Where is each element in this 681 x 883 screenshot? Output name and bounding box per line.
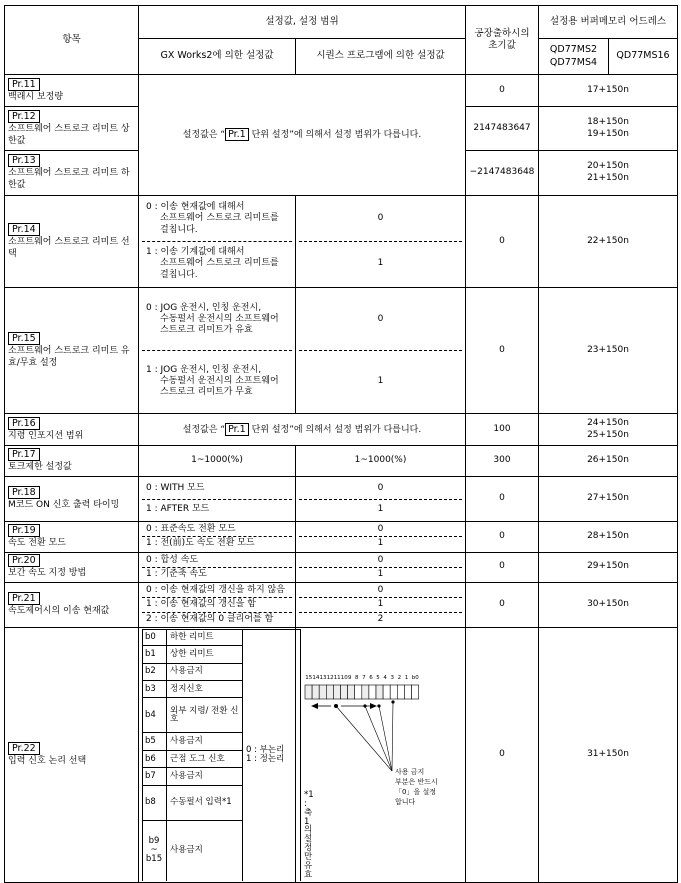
item-cell: Pr.17 토크제한 설정값: [5, 446, 139, 477]
bit-cell: [341, 685, 348, 699]
bit-cells: [305, 685, 419, 699]
table-row: [5, 627, 678, 882]
footnote-2: 설정만: [304, 834, 313, 863]
item-cell: Pr.21 속도제어시의 이송 현재값: [5, 583, 139, 628]
pr-badge: Pr.20: [8, 554, 40, 567]
bit-cell: [383, 685, 390, 699]
diagram-note-4: 합니다: [395, 797, 416, 806]
bit-cell: [404, 685, 411, 699]
bit-cell: [362, 685, 369, 699]
bit-label: 13: [319, 674, 327, 681]
diagram-note-2: 부분은 반드시: [395, 777, 438, 786]
pr-badge: Pr.1: [225, 423, 249, 436]
default-cell: 0: [466, 522, 539, 553]
seq-values: 0 1: [296, 522, 466, 553]
bit-row: b4 외부 지령/ 전환 신호: [143, 698, 301, 733]
bit-label: 1: [404, 674, 409, 681]
gx-options: 0 : 이송 현재값의 갱신을 하지 않음 1 : 이송 현재값의 갱신을 함 2 : 이송 현재값의 0 클리어를 함: [139, 583, 296, 628]
seq-values: 0 1 2: [296, 583, 466, 628]
footnote-1: *1 : 축1의: [304, 789, 314, 836]
bit-label: 10: [340, 674, 348, 681]
parameter-table: [4, 5, 678, 883]
default-cell: 0: [466, 477, 539, 522]
logic-cell: 0 : 부논리 1 : 정논리: [243, 629, 301, 881]
diagram-note-3: 「0」을 설정: [395, 787, 436, 796]
bit-cell: [376, 685, 383, 699]
address-cell: 30+150n: [539, 583, 678, 628]
bit-table-cell: [139, 627, 314, 882]
item-cell: Pr.20 보간 속도 지정 방법: [5, 552, 139, 583]
bit-cell: [348, 685, 355, 699]
bit-cell: [390, 685, 397, 699]
pr-badge: Pr.13: [8, 154, 40, 167]
bit-diagram-cell: [296, 627, 466, 882]
item-cell: Pr.11 백래시 보정량: [5, 75, 139, 107]
default-cell: 0: [466, 288, 539, 414]
address-cell: 29+150n: [539, 552, 678, 583]
arrow-head-left: [311, 703, 318, 709]
address-cell: 27+150n: [539, 477, 678, 522]
gx-options: 0 : 표준속도 전환 모드 1 : 전(前)도 속도 전환 모드: [139, 522, 296, 553]
range-note: 설정값은 “ Pr.1 단위 설정”에 의해서 설정 범위가 다릅니다.: [139, 414, 466, 446]
bit-row: b8 수동펄서 입력*1: [143, 785, 301, 820]
bit-label: 5: [376, 674, 380, 681]
seq-values: 0 1: [296, 552, 466, 583]
bit-table: [142, 629, 314, 881]
table-row: [5, 196, 678, 288]
header-buffer: 설정용 버퍼메모리 어드레스: [539, 6, 678, 39]
leader-line: [392, 702, 393, 771]
default-cell: −2147483648: [466, 151, 539, 196]
bit-label: 7: [362, 674, 366, 681]
table-row: [5, 446, 678, 477]
pr-badge: Pr.1: [225, 128, 249, 141]
header-qd77ms16: QD77MS16: [609, 39, 678, 75]
diagram-note-1: 사용 금지: [395, 767, 425, 776]
seq-values: 0 1: [296, 288, 466, 414]
leader-line: [336, 706, 392, 771]
bit-cell: [319, 685, 326, 699]
bit-cell: [326, 685, 333, 699]
pr-badge: Pr.22: [8, 742, 40, 755]
bit-label: 4: [383, 674, 387, 681]
pr-badge: Pr.14: [8, 223, 40, 236]
item-cell: Pr.12 소프트웨어 스트로크 리미트 상한값: [5, 107, 139, 151]
bit-label: b0: [411, 674, 419, 681]
arrow-head-right: [370, 703, 377, 709]
pr-badge: Pr.15: [8, 332, 40, 345]
bit-label: 2: [397, 674, 402, 681]
bit-row: b7 사용금지: [143, 768, 301, 785]
leader-dot: [391, 700, 394, 703]
bit-label: 15: [305, 674, 313, 681]
table-row: [5, 288, 678, 414]
address-cell: 28+150n: [539, 522, 678, 553]
bit-row: b2 사용금지: [143, 663, 301, 680]
header-setting-range: 설정값, 설정 범위: [139, 6, 466, 39]
seq-values: 0 1: [296, 196, 466, 288]
bit-label: 9: [347, 674, 352, 681]
item-cell: Pr.19 속도 전환 모드: [5, 522, 139, 553]
header-seq: 시퀀스 프로그램에 의한 설정값: [296, 39, 466, 75]
option-1: 1 : 이송 기계값에 대해서 소프트웨어 스트로크 리미트를 걸칩니다.: [142, 241, 292, 286]
header-default: 공장출하시의 초기값: [466, 6, 539, 75]
address-cell: 31+150n: [539, 627, 678, 882]
leader-dot: [363, 704, 366, 707]
pr-badge: Pr.11: [8, 78, 40, 91]
default-cell: 0: [466, 75, 539, 107]
gx-value: 1~1000(%): [139, 446, 296, 477]
default-cell: 0: [466, 552, 539, 583]
address-cell: 17+150n: [539, 75, 678, 107]
pr-badge: Pr.16: [8, 417, 40, 430]
pr-badge: Pr.21: [8, 592, 40, 605]
item-cell: Pr.13 소프트웨어 스트로크 리미트 하한값: [5, 151, 139, 196]
seq-value: 1~1000(%): [296, 446, 466, 477]
bit-label: 3: [390, 674, 394, 681]
bit-cell: [312, 685, 319, 699]
option-0: 0 : 이송 현재값에 대해서 소프트웨어 스트로크 리미트를 걸칩니다.: [146, 202, 279, 235]
bit-row: b3 정지신호: [143, 681, 301, 698]
gx-options: [139, 288, 296, 414]
gx-options: 0 : WITH 모드 1 : AFTER 모드: [139, 477, 296, 522]
range-note: 설정값은 “ Pr.1 단위 설정”에 의해서 설정 범위가 다릅니다.: [139, 75, 466, 196]
pr-badge: Pr.19: [8, 524, 40, 537]
default-cell: 0: [466, 583, 539, 628]
bit-diagram: [299, 669, 469, 839]
item-cell: Pr.14 소프트웨어 스트로크 리미트 선택: [5, 196, 139, 288]
bit-cell: [397, 685, 404, 699]
bit-row: b9 ~ b15 사용금지: [143, 820, 301, 881]
table-row: [5, 75, 678, 107]
leader-line: [379, 706, 392, 771]
table-row: [5, 583, 678, 628]
item-cell: Pr.16 지령 인포지션 범위: [5, 414, 139, 446]
table-row: [5, 522, 678, 553]
default-cell: 0: [466, 196, 539, 288]
default-cell: 300: [466, 446, 539, 477]
address-cell: 20+150n 21+150n: [539, 151, 678, 196]
bit-row: b6 근점 도그 신호: [143, 750, 301, 767]
pr-badge: Pr.12: [8, 110, 40, 123]
bit-label: 8: [355, 674, 359, 681]
header-item: 항목: [5, 6, 139, 75]
address-cell: 23+150n: [539, 288, 678, 414]
parameter-table-page: [4, 5, 677, 881]
leader-line: [365, 706, 392, 771]
address-cell: 22+150n: [539, 196, 678, 288]
bit-cell: [369, 685, 376, 699]
option-1: 1 : JOG 운전시, 인칭 운전시, 수동펄서 운전시의 소프트웨어 스트로크 리미트가 무효: [142, 350, 292, 412]
bit-row: b0 하한 리미트 0 : 부논리 1 : 정논리 *1 : 축1의 설정만 유효: [143, 629, 301, 645]
pr-badge: Pr.17: [8, 448, 40, 461]
leader-lines: [334, 700, 394, 771]
leader-dot: [377, 704, 380, 707]
bit-cell: [305, 685, 312, 699]
default-cell: 0: [466, 627, 539, 882]
bit-label: 14: [312, 674, 320, 681]
address-cell: 24+150n 25+150n: [539, 414, 678, 446]
gx-options: 0 : 합성 속도 1 : 기준축 속도: [139, 552, 296, 583]
table-row: [5, 414, 678, 446]
bit-label: 12: [326, 674, 334, 681]
leader-dot: [334, 704, 337, 707]
bit-row: b1 상한 리미트: [143, 646, 301, 663]
item-cell: Pr.18 M코드 ON 신호 출력 타이밍: [5, 477, 139, 522]
pr-badge: Pr.18: [8, 486, 40, 499]
gx-options: [139, 196, 296, 288]
bit-row: b5 사용금지: [143, 733, 301, 750]
header-qd77ms2-4: QD77MS2 QD77MS4: [539, 39, 609, 75]
bit-cell: [333, 685, 340, 699]
address-cell: 26+150n: [539, 446, 678, 477]
default-cell: 2147483647: [466, 107, 539, 151]
address-cell: 18+150n 19+150n: [539, 107, 678, 151]
table-row: [5, 552, 678, 583]
bit-cell: [412, 685, 419, 699]
bit-label: 11: [333, 674, 341, 681]
item-cell: Pr.15 소프트웨어 스트로크 리미트 유효/무효 설정: [5, 288, 139, 414]
bit-label: 6: [369, 674, 373, 681]
table-row: [5, 477, 678, 522]
option-0: 0 : JOG 운전시, 인칭 운전시, 수동펄서 운전시의 소프트웨어 스트로크 리미트가 유효: [146, 302, 279, 336]
bit-number-labels: [305, 675, 419, 681]
bit-cell: [355, 685, 362, 699]
item-cell: Pr.22 입력 신호 논리 선택: [5, 627, 139, 882]
default-cell: 100: [466, 414, 539, 446]
seq-values: 0 1: [296, 477, 466, 522]
header-gx: GX Works2에 의한 설정값: [139, 39, 296, 75]
footnote-3: 유효: [304, 861, 313, 881]
